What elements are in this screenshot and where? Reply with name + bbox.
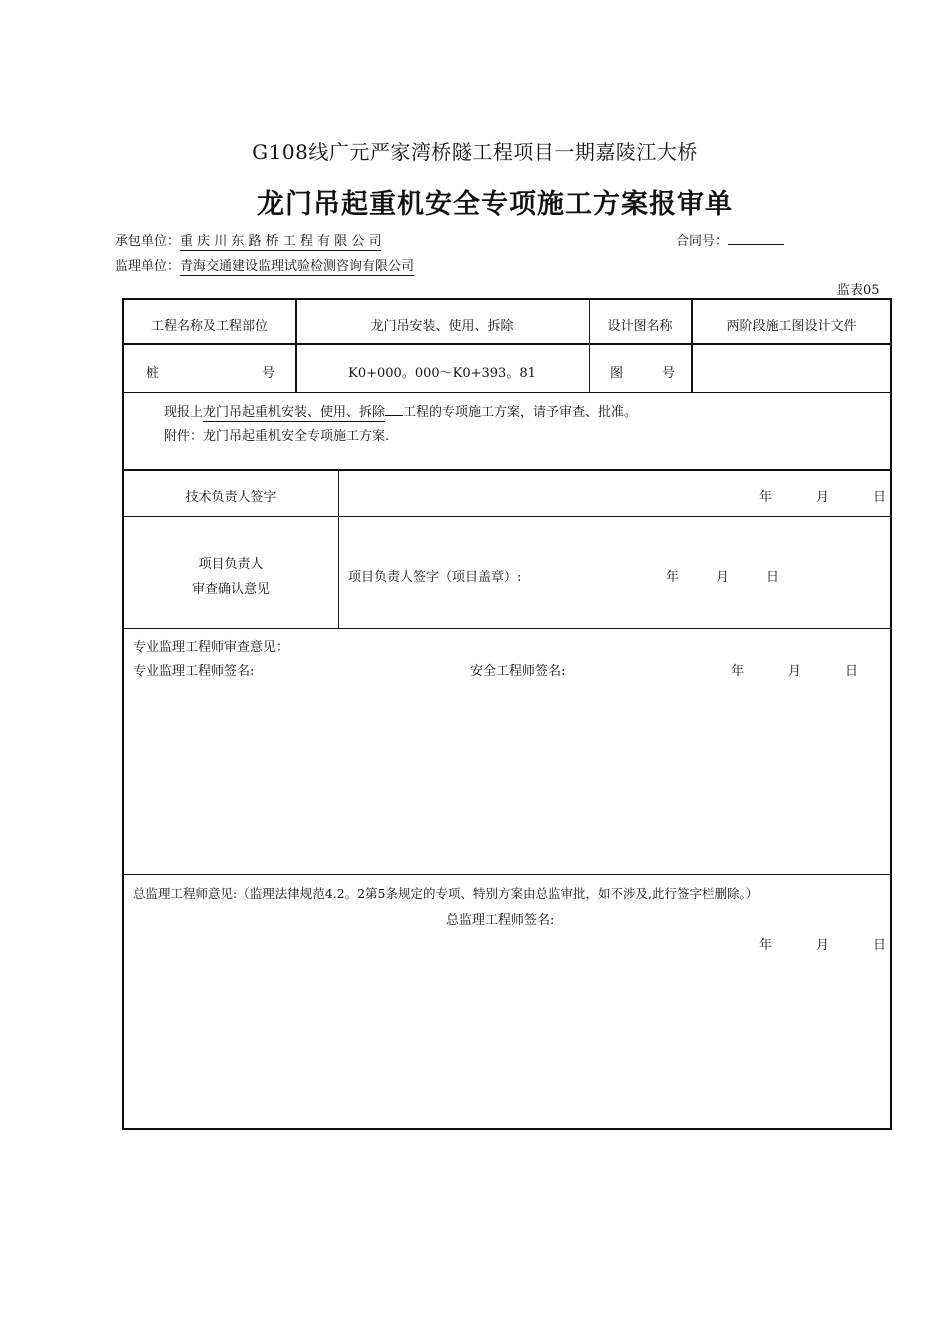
- project-name-value: 龙门吊安装、使用、拆除: [370, 319, 514, 334]
- pm-month: 月: [716, 570, 730, 585]
- tech-day: 日: [873, 490, 887, 505]
- report-attachment: 附件：龙门吊起重机安全专项施工方案.: [164, 429, 390, 444]
- form-title: 龙门吊起重机安全专项施工方案报审单: [257, 189, 733, 220]
- chief-opinion: 总监理工程师意见:（监理法律规范4.2。2第5条规定的专项、特别方案由总监审批，如不涉及,此行签字栏删除。）: [133, 886, 759, 901]
- project-title: G108线广元严家湾桥隧工程项目一期嘉陵江大桥: [252, 140, 698, 164]
- tech-month: 月: [816, 490, 830, 505]
- drawing-no-label: 号: [662, 366, 676, 381]
- engineer-day: 日: [845, 664, 859, 679]
- supervisor-label: 监理单位：: [115, 259, 181, 274]
- chief-day: 日: [873, 938, 887, 953]
- row-divider: [124, 628, 890, 629]
- project-name-label: 工程名称及工程部位: [150, 319, 268, 334]
- engineer-opinion: 专业监理工程师审查意见：: [133, 640, 290, 655]
- pm-label: 项目负责人: [198, 557, 264, 572]
- col-divider: [691, 300, 693, 392]
- stake-label: 桩: [146, 366, 160, 381]
- pm-year: 年: [666, 570, 680, 585]
- contractor-name: 重 庆 川 东 路 桥 工 程 有 限 公 司: [180, 234, 382, 249]
- contractor-label: 承包单位：: [115, 234, 181, 249]
- chief-year: 年: [759, 938, 773, 953]
- safety-engineer-sign: 安全工程师签名:: [470, 664, 566, 679]
- row-divider: [124, 469, 890, 471]
- contractor-line: [115, 230, 381, 249]
- chief-sign: 总监理工程师签名:: [446, 913, 555, 928]
- tech-year: 年: [759, 490, 773, 505]
- chief-month: 月: [816, 938, 830, 953]
- design-name-label: 设计图名称: [607, 319, 673, 334]
- row-divider: [124, 392, 890, 393]
- engineer-month: 月: [788, 664, 802, 679]
- row-divider: [124, 516, 890, 517]
- stake-value: K0+000。000～K0+393。81: [348, 366, 536, 381]
- supervisor-name: 青海交通建设监理试验检测咨询有限公司: [180, 259, 415, 274]
- report-project: 龙门吊起重机安装、使用、拆除: [203, 405, 386, 420]
- contract-no-blank: [728, 232, 784, 245]
- engineer-sign: 专业监理工程师签名:: [133, 664, 255, 679]
- supervisor-line: [115, 255, 414, 274]
- tech-lead-label: 技术负责人签字: [185, 490, 277, 505]
- row-divider: [124, 874, 890, 875]
- col-divider: [589, 300, 590, 392]
- contract-no-label: 合同号：: [676, 234, 729, 249]
- report-prefix: 现报上: [164, 405, 204, 420]
- design-name-value: 两阶段施工图设计文件: [726, 319, 857, 334]
- report-suffix: 工程的专项施工方案，请予审查、批准。: [403, 405, 638, 420]
- form-code: 监表05: [837, 283, 880, 298]
- col-divider: [338, 469, 339, 629]
- report-statement: [164, 401, 637, 420]
- pm-day: 日: [766, 570, 780, 585]
- pm-sign: 项目负责人签字（项目盖章）:: [348, 570, 522, 585]
- pm-label: 审查确认意见: [191, 582, 270, 597]
- contract-no: [676, 230, 784, 249]
- form-table: [122, 298, 892, 1130]
- stake-label: 号: [262, 366, 276, 381]
- drawing-no-label: 图: [610, 366, 624, 381]
- row-divider: [124, 343, 890, 345]
- engineer-year: 年: [731, 664, 745, 679]
